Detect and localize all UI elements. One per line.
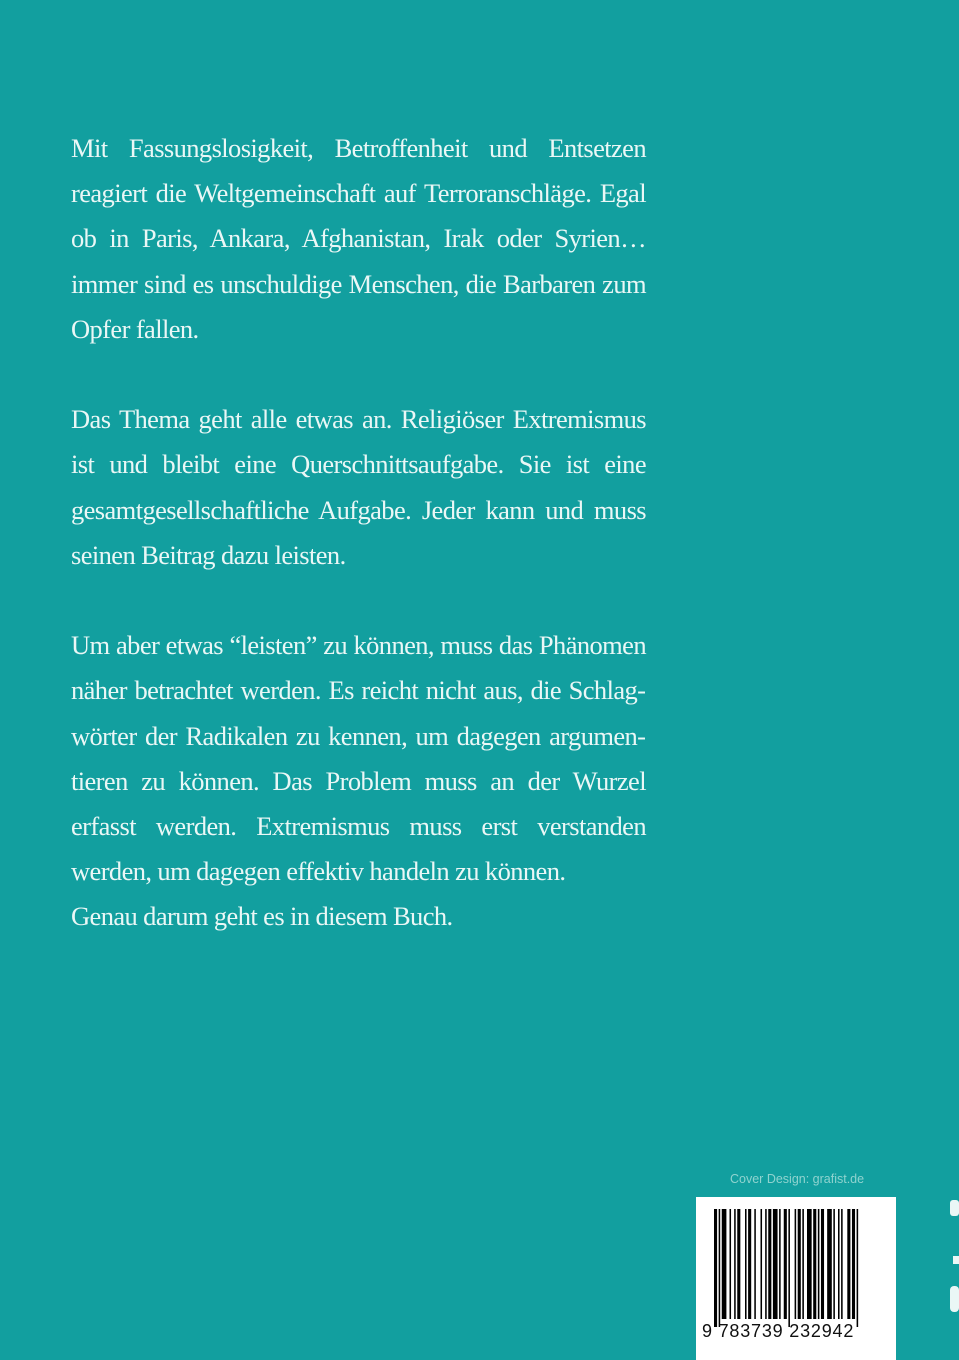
barcode-panel <box>696 1197 896 1360</box>
isbn-number: 9 783739 232942 <box>702 1321 855 1341</box>
blurb-paragraph-4: Genau darum geht es in diesem Buch. <box>71 901 453 932</box>
blurb-paragraph-3: Um aber etwas “leisten” zu können, muss das Phänomen näher betrachtet werden. Es reicht nicht aus, die Schlagwörter der Radikalen zu kennen, um dagegen argumentieren zu können. Das Problem muss an der Wurzel erfasst werden. Extremismus muss erst verstanden werden, um dagegen effektiv handeln zu können. <box>71 630 646 887</box>
ean-13-barcode-icon <box>714 1209 879 1327</box>
blurb-paragraph-1: Mit Fassungslosigkeit, Betroffenheit und Entsetzen reagiert die Weltgemeinschaft auf Terroranschläge. Egal ob in Paris, Ankara, Afghanistan, Irak oder Syrien… immer sind es unschuldige Menschen, die Barbaren zum Opfer fallen. <box>71 133 646 344</box>
spine-edge-icon <box>944 1198 959 1318</box>
back-cover-blurb <box>71 126 646 940</box>
cover-design-credit: Cover Design: grafist.de <box>730 1172 865 1186</box>
blurb-paragraph-2: Das Thema geht alle etwas an. Religiöser Extremismus ist und bleibt eine Querschnittsaufgabe. Sie ist eine gesamtgesellschaftliche Aufgabe. Jeder kann und muss seinen Beitrag dazu leisten. <box>71 404 646 570</box>
